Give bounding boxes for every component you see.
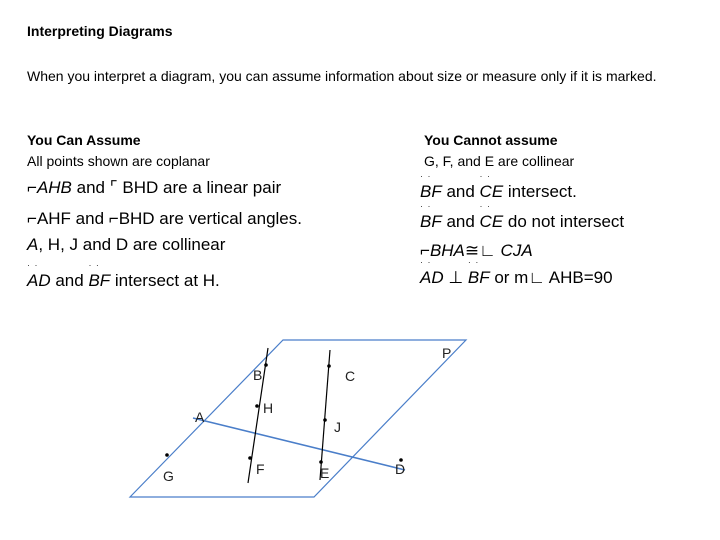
cannot-assume-congruent: ⌐BHA≅∟ CJA (420, 241, 533, 260)
point-b (264, 363, 268, 367)
angle-icon: ⌐ (27, 209, 37, 228)
angle-icon: ⌐ (27, 178, 37, 197)
label-j: J (334, 419, 341, 435)
point-c (327, 364, 331, 368)
intro-text: When you interpret a diagram, you can assume information about size or measure only if it is marked. (27, 68, 657, 84)
angle-icon: ∟ (479, 241, 496, 260)
line-ad (193, 418, 405, 470)
cannot-assume-intersect: · · BF and · · CE intersect. (420, 182, 577, 202)
label-p: P (442, 345, 452, 361)
point-j (323, 418, 327, 422)
perpendicular-icon: ⊥ (443, 268, 468, 287)
label-h: H (263, 400, 274, 416)
angle-icon: ⌐ (420, 241, 430, 260)
label-c: C (345, 368, 356, 384)
label-f: F (256, 461, 265, 477)
label-a: A (195, 409, 205, 425)
point-g (165, 453, 169, 457)
label-e: E (320, 465, 330, 481)
point-h (255, 404, 259, 408)
cannot-assume-header: You Cannot assume (424, 132, 558, 148)
can-assume-linear-pair: ⌐AHB and ⌜ BHD are a linear pair (27, 178, 282, 197)
label-d: D (395, 461, 406, 477)
point-f (248, 456, 252, 460)
point-e (319, 460, 323, 464)
page-title: Interpreting Diagrams (27, 23, 173, 39)
can-assume-vertical-angles: ⌐AHF and ⌐BHD are vertical angles. (27, 209, 302, 228)
can-assume-collinear: A, H, J and D are collinear (27, 235, 226, 254)
can-assume-intersect: · · AD and · · BF intersect at H. (27, 271, 220, 291)
label-g: G (163, 468, 174, 484)
label-b: B (253, 367, 263, 383)
congruent-icon: ≅ (464, 241, 480, 260)
angle-icon: ⌜ (109, 178, 118, 197)
plane-p (130, 340, 466, 497)
can-assume-header: You Can Assume (27, 132, 141, 148)
angle-icon: ⌐ (108, 209, 119, 228)
cannot-assume-perpendicular: · · AD ⊥ · · BF or m∟ AHB=90 (420, 268, 613, 288)
cannot-assume-collinear: G, F, and E are collinear (424, 153, 575, 169)
can-assume-coplanar: All points shown are coplanar (27, 153, 210, 169)
cannot-assume-not-intersect: · · BF and · · CE do not intersect (420, 212, 624, 232)
